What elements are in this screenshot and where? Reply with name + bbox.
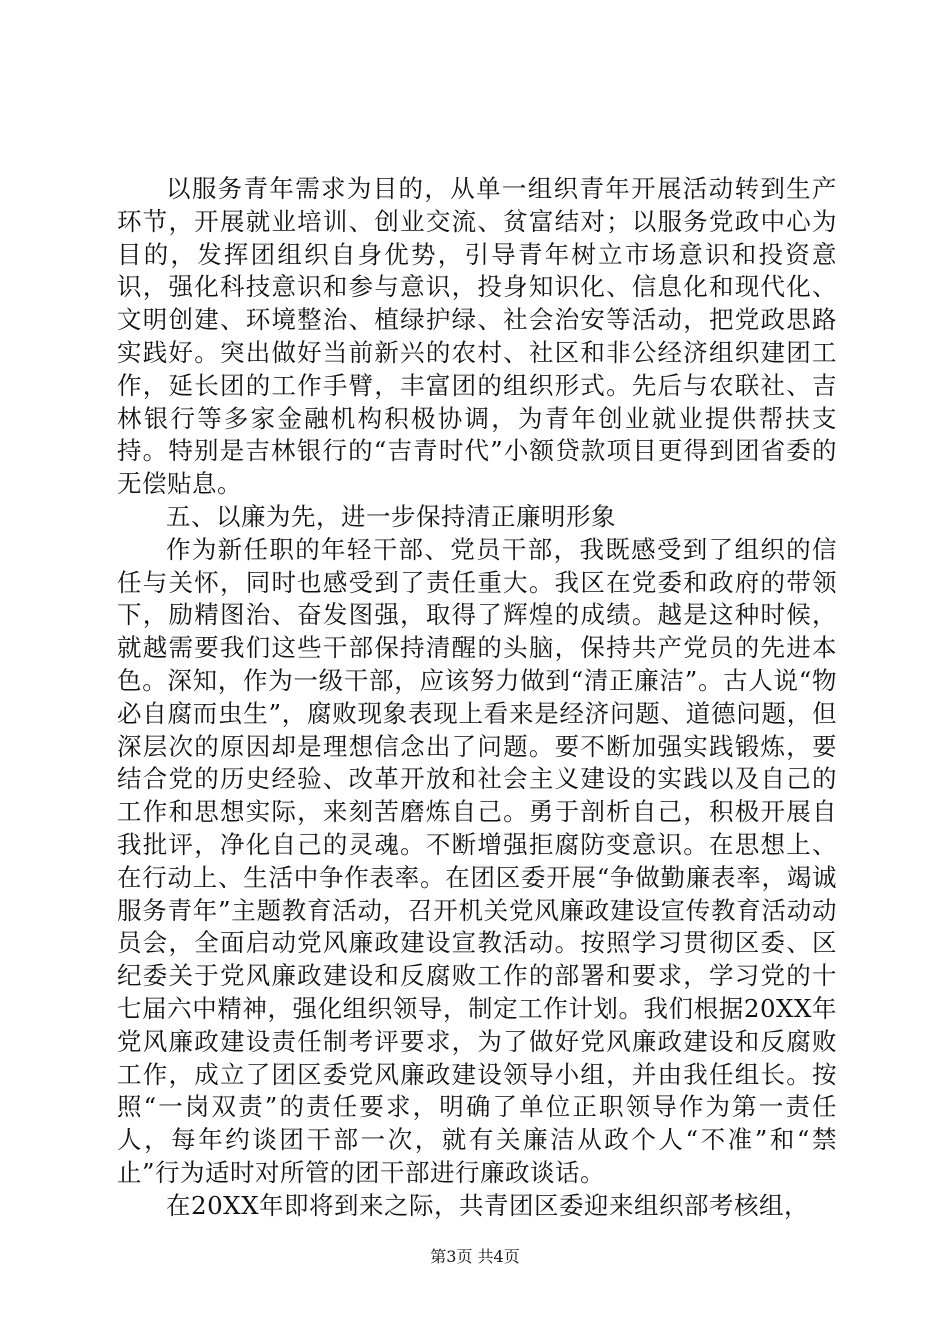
section-heading-five: 五、以廉为先，进一步保持清正廉明形象: [166, 501, 616, 531]
paragraph-service-youth: 以服务青年需求为目的，从单一组织青年开展活动转到生产环节，开展就业培训、创业交流、贫富结对；以服务党政中心为目的，发挥团组织自身优势，引导青年树立市场意识和投资意识，强化科技意识和参与意识，投身知识化、信息化和现代化、文明创建、环境整治、植绿护绿、社会治安等活动，把党政思路实践好。突出做好当前新兴的农村、社区和非公经济组织建团工作，延长团的工作手臂，丰富团的组织形式。先后与农联社、吉林银行等多家金融机构积极协调，为青年创业就业提供帮扶支持。特别是吉林银行的“吉青时代”小额贷款项目更得到团省委的无偿贴息。: [117, 174, 837, 499]
page-number-footer: 第3页 共4页: [430, 1247, 520, 1266]
paragraph-integrity: 作为新任职的年轻干部、党员干部，我既感受到了组织的信任与关怀，同时也感受到了责任重大。我区在党委和政府的带领下，励精图治、奋发图强，取得了辉煌的成绩。越是这种时候，就越需要我们这些干部保持清醒的头脑，保持共产党员的先进本色。深知，作为一级干部，应该努力做到“清正廉洁”。古人说“物必自腐而虫生”，腐败现象表现上看来是经济问题、道德问题，但深层次的原因却是理想信念出了问题。要不断加强实践锻炼，要结合党的历史经验、改革开放和社会主义建设的实践以及自己的工作和思想实际，来刻苦磨炼自己。勇于剖析自己，积极开展自我批评，净化自己的灵魂。不断增强拒腐防变意识。在思想上、在行动上、生活中争作表率。在团区委开展“争做勤廉表率，竭诚服务青年”主题教育活动，召开机关党风廉政建设宣传教育活动动员会，全面启动党风廉政建设宣教活动。按照学习贯彻区委、区纪委关于党风廉政建设和反腐败工作的部署和要求，学习党的十七届六中精神，强化组织领导，制定工作计划。我们根据20XX年党风廉政建设责任制考评要求，为了做好党风廉政建设和反腐败工作，成立了团区委党风廉政建设领导小组，并由我任组长。按照“一岗双责”的责任要求，明确了单位正职领导作为第一责任人，每年约谈团干部一次，就有关廉洁从政个人“不准”和“禁止”行为适时对所管的团干部进行廉政谈话。: [117, 534, 837, 1187]
paragraph-assessment: 在20XX年即将到来之际，共青团区委迎来组织部考核组，: [166, 1190, 810, 1220]
document-body: [117, 173, 837, 1223]
